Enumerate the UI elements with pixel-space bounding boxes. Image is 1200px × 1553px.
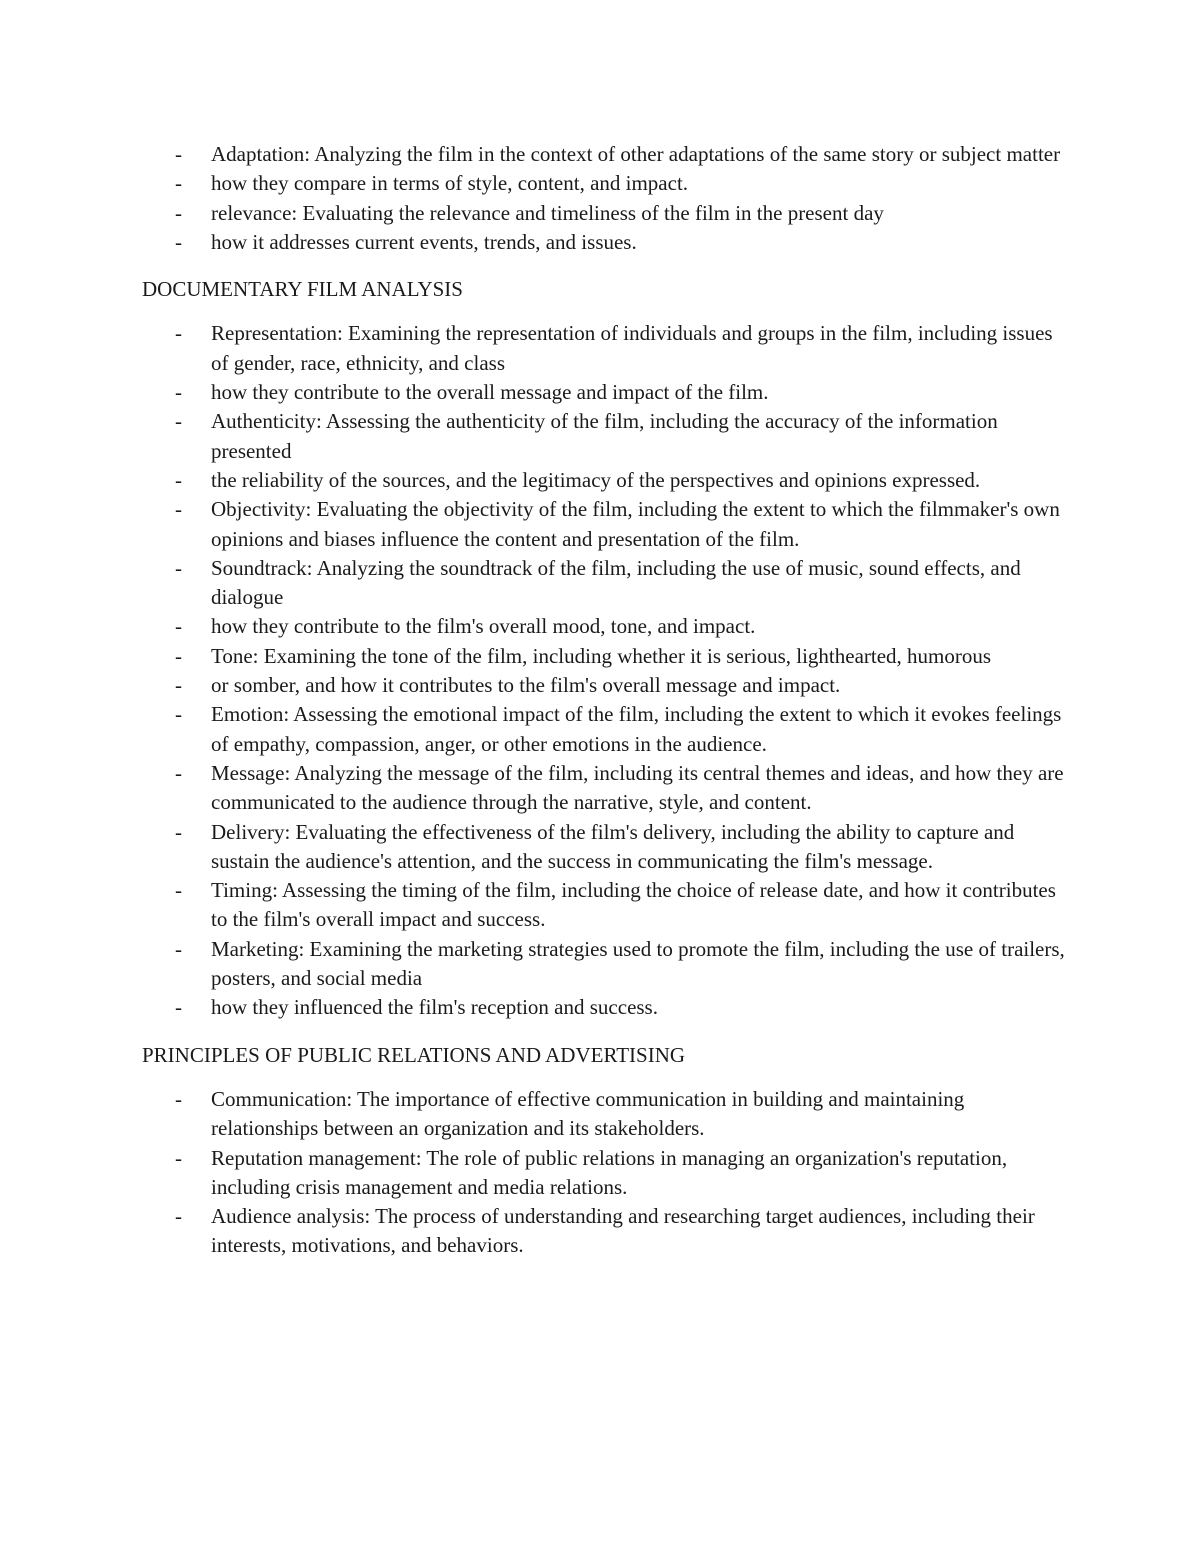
bullet-dash: - [175,1086,182,1111]
list-item-text: Marketing: Examining the marketing strategies used to promote the film, including the use of trailers, posters, and social media [211,936,1065,991]
list-item [142,466,1070,495]
intro-list [142,140,1070,257]
list-item-text: Objectivity: Evaluating the objectivity of the film, including the extent to which the filmmaker's own opinions and biases influence the content and presentation of the film. [211,497,1060,551]
list-item [142,378,1070,407]
bullet-dash: - [175,1204,182,1229]
list-item-text: Emotion: Assessing the emotional impact of the film, including the extent to which it evokes feelings of empathy, compassion, anger, or other emotions in the audience. [211,702,1062,756]
bullet-dash: - [175,467,182,492]
list-item [142,495,1070,554]
list-item-text: relevance: Evaluating the relevance and timeliness of the film in the present day [211,200,884,225]
list-item [142,818,1070,877]
list-item [142,1202,1070,1261]
list-item-text: Tone: Examining the tone of the film, including whether it is serious, lighthearted, humorous [211,643,992,668]
bullet-dash: - [175,643,182,668]
bullet-dash: - [175,1145,182,1170]
list-item [142,700,1070,759]
list-item [142,140,1070,169]
bullet-dash: - [175,878,182,903]
list-item [142,319,1070,378]
list-item-text: Timing: Assessing the timing of the film, including the choice of release date, and how it contributes to the film's overall impact and success. [211,878,1056,932]
list-item [142,935,1070,994]
list-item [142,169,1070,198]
list-item-text: how they contribute to the film's overall mood, tone, and impact. [211,614,756,639]
list-item [142,554,1070,613]
list-item-text: Delivery: Evaluating the effectiveness of the film's delivery, including the ability to capture and sustain the audience's attention, and the success in communicating the film's message. [211,819,1015,873]
bullet-dash: - [175,819,182,844]
list-item-text: Communication: The importance of effective communication in building and maintaining relationships between an organization and its stakeholders. [211,1086,965,1141]
bullet-dash: - [175,380,182,405]
bullet-dash: - [175,171,182,196]
list-item-text: Authenticity: Assessing the authenticity of the film, including the accuracy of the information presented [211,409,998,463]
list-item [142,612,1070,641]
list-item-text: how they contribute to the overall message and impact of the film. [211,380,769,405]
list-item-text: the reliability of the sources, and the legitimacy of the perspectives and opinions expressed. [211,467,981,492]
public-relations-list [142,1085,1070,1261]
bullet-dash: - [175,760,182,785]
list-item [142,407,1070,466]
bullet-dash: - [175,229,182,254]
bullet-dash: - [175,555,182,580]
list-item [142,199,1070,228]
list-item-text: or somber, and how it contributes to the film's overall message and impact. [211,673,841,698]
bullet-dash: - [175,142,182,166]
list-item-text: Soundtrack: Analyzing the soundtrack of the film, including the use of music, sound effects, and dialogue [211,555,1021,610]
list-item-text: Audience analysis: The process of understanding and researching target audiences, including their interests, motivations, and behaviors. [211,1204,1035,1258]
list-item [142,1085,1070,1144]
list-item [142,642,1070,671]
bullet-dash: - [175,673,182,698]
section-heading-documentary: DOCUMENTARY FILM ANALYSIS [142,277,463,302]
list-item-text: Adaptation: Analyzing the film in the context of other adaptations of the same story or subject matter [211,142,1061,166]
list-item [142,228,1070,257]
documentary-list [142,319,1070,1022]
list-item [142,671,1070,700]
bullet-dash: - [175,200,182,225]
list-item-text: Representation: Examining the representation of individuals and groups in the film, including issues of gender, race, ethnicity, and class [211,321,1053,375]
list-item [142,876,1070,935]
bullet-dash: - [175,702,182,727]
bullet-dash: - [175,497,182,522]
list-item-text: how it addresses current events, trends, and issues. [211,229,637,254]
list-item-text: Message: Analyzing the message of the film, including its central themes and ideas, and how they are communicated to the audience through the narrative, style, and content. [211,760,1064,815]
list-item [142,1144,1070,1203]
list-item-text: how they compare in terms of style, content, and impact. [211,171,689,196]
list-item-text: how they influenced the film's reception and success. [211,995,658,1020]
bullet-dash: - [175,936,182,961]
bullet-dash: - [175,614,182,639]
list-item [142,759,1070,818]
bullet-dash: - [175,409,182,434]
list-item [142,993,1070,1022]
bullet-dash: - [175,321,182,346]
list-item-text: Reputation management: The role of public relations in managing an organization's reputation, including crisis management and media relations. [211,1145,1008,1199]
bullet-dash: - [175,995,182,1020]
section-heading-public-relations: PRINCIPLES OF PUBLIC RELATIONS AND ADVERTISING [142,1042,686,1067]
